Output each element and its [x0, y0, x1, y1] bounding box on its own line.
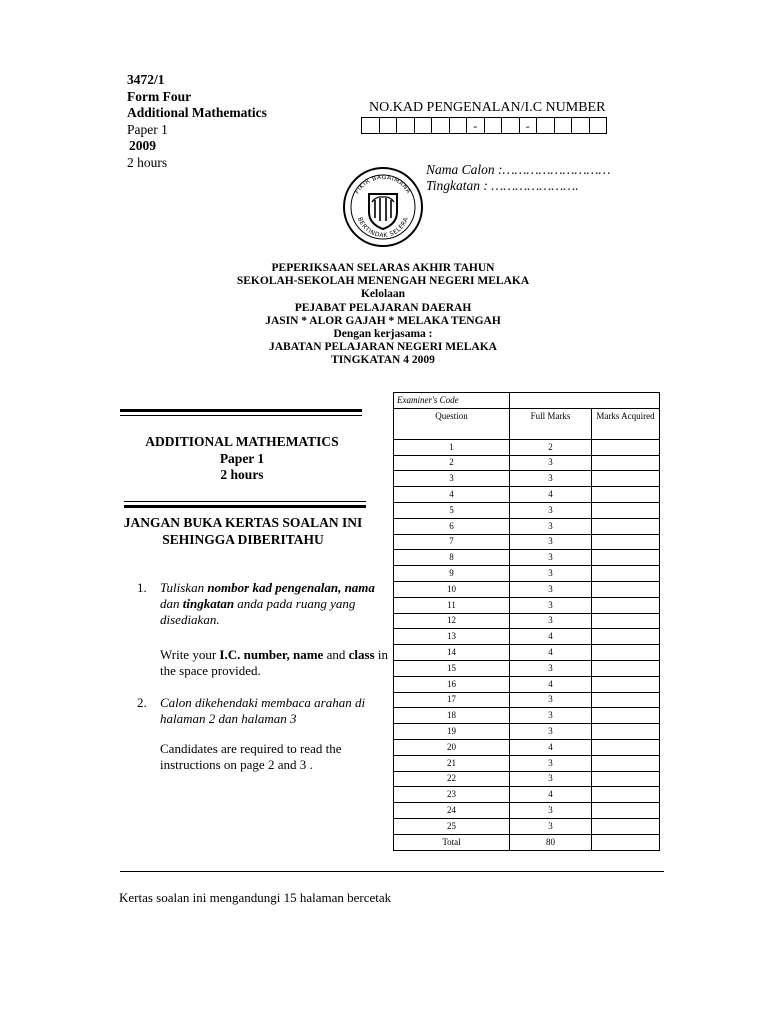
ic-digit-box[interactable] [414, 118, 432, 134]
table-row [394, 471, 660, 487]
table-row [394, 771, 660, 787]
full-marks: 3 [510, 692, 592, 708]
marks-acquired-cell[interactable] [592, 613, 660, 629]
table-row [394, 518, 660, 534]
question-number: 23 [394, 787, 510, 803]
question-number: 15 [394, 660, 510, 676]
examiner-code-label: Examiner's Code [394, 393, 510, 409]
table-row [394, 455, 660, 471]
full-marks: 3 [510, 518, 592, 534]
marks-acquired-cell[interactable] [592, 581, 660, 597]
ic-digit-box[interactable] [379, 118, 397, 134]
col-question-header: Question [394, 408, 510, 439]
divider [120, 415, 362, 416]
table-row [394, 613, 660, 629]
exam-title-line: PEJABAT PELAJARAN DAERAH [294, 301, 472, 314]
full-marks: 3 [510, 613, 592, 629]
question-number: 5 [394, 502, 510, 518]
instruction-english: Write your I.C. number, name and class in the space provided. [160, 647, 388, 678]
full-marks: 4 [510, 487, 592, 503]
full-marks: 3 [510, 471, 592, 487]
question-number: 18 [394, 708, 510, 724]
exam-title-line: PEPERIKSAAN SELARAS AKHIR TAHUN [271, 262, 495, 274]
marks-acquired-cell[interactable] [592, 566, 660, 582]
question-number: 9 [394, 566, 510, 582]
instruction-number: 1. [137, 580, 147, 595]
marks-acquired-cell[interactable] [592, 534, 660, 550]
question-number: 12 [394, 613, 510, 629]
crest-top-text: FIKIR BAGAIMANA [353, 173, 413, 196]
marks-acquired-cell[interactable] [592, 708, 660, 724]
table-row [394, 818, 660, 834]
svg-text:FIKIR BAGAIMANA [354, 174, 413, 196]
marks-acquired-cell[interactable] [592, 771, 660, 787]
question-number: 6 [394, 518, 510, 534]
ic-digit-box[interactable] [589, 118, 607, 134]
full-marks: 3 [510, 724, 592, 740]
marks-acquired-cell[interactable] [592, 439, 660, 455]
svg-text:BERTINDAK SELERA [356, 216, 410, 239]
school-crest-logo [342, 166, 424, 248]
exam-title-line: Kelolaan [360, 288, 406, 301]
ic-digit-box[interactable] [572, 118, 590, 134]
divider [124, 505, 366, 508]
ic-digit-box[interactable] [537, 118, 555, 134]
ic-digit-box[interactable] [362, 118, 380, 134]
question-number: 3 [394, 471, 510, 487]
subject-name: Additional Mathematics [127, 105, 267, 120]
table-row [394, 645, 660, 661]
subject-duration: 2 hours [220, 467, 264, 482]
question-number: 13 [394, 629, 510, 645]
instruction-number: 2. [137, 695, 147, 710]
full-marks: 3 [510, 534, 592, 550]
total-marks: 80 [510, 834, 592, 850]
marks-acquired-cell[interactable] [592, 724, 660, 740]
question-number: 2 [394, 455, 510, 471]
ic-digit-box[interactable]: - [519, 118, 537, 134]
ic-digit-box[interactable] [554, 118, 572, 134]
full-marks: 3 [510, 818, 592, 834]
paper-duration: 2 hours [127, 154, 168, 170]
divider [120, 409, 362, 412]
candidate-fields [426, 162, 611, 194]
table-row [394, 581, 660, 597]
divider [124, 501, 366, 502]
paper-number: Paper 1 [127, 121, 168, 137]
warning-line: SEHINGGA DIBERITAHU [162, 532, 324, 547]
marks-acquired-cell[interactable] [592, 455, 660, 471]
table-row [394, 534, 660, 550]
full-marks: 3 [510, 771, 592, 787]
full-marks: 3 [510, 803, 592, 819]
examiner-code-field[interactable] [510, 393, 660, 409]
full-marks: 4 [510, 739, 592, 755]
question-number: 22 [394, 771, 510, 787]
candidate-class-field[interactable]: Tingkatan : …………………. [426, 178, 579, 193]
marks-acquired-cell[interactable] [592, 739, 660, 755]
question-number: 8 [394, 550, 510, 566]
col-full-marks-header: Full Marks [510, 408, 592, 439]
table-row [394, 550, 660, 566]
table-row [394, 803, 660, 819]
full-marks: 3 [510, 455, 592, 471]
total-label: Total [394, 834, 510, 850]
question-number: 4 [394, 487, 510, 503]
marks-acquired-cell[interactable] [592, 471, 660, 487]
marks-acquired-cell[interactable] [592, 645, 660, 661]
ic-digit-box[interactable] [449, 118, 467, 134]
table-row [394, 660, 660, 676]
ic-digit-box[interactable] [432, 118, 450, 134]
marks-acquired-cell[interactable] [592, 487, 660, 503]
instruction-malay: Calon dikehendaki membaca arahan di halaman 2 dan halaman 3 [160, 695, 366, 726]
paper-code: 3472/1 [127, 72, 165, 87]
marks-acquired-cell[interactable] [592, 629, 660, 645]
full-marks: 3 [510, 550, 592, 566]
subject-title: ADDITIONAL MATHEMATICS [145, 434, 339, 449]
marks-acquired-cell[interactable] [592, 803, 660, 819]
paper-year: 2009 [129, 138, 156, 153]
question-number: 14 [394, 645, 510, 661]
full-marks: 3 [510, 581, 592, 597]
paper-header [127, 72, 267, 171]
marks-acquired-cell[interactable] [592, 518, 660, 534]
full-marks: 3 [510, 755, 592, 771]
table-row [394, 787, 660, 803]
table-row [394, 692, 660, 708]
table-row [394, 676, 660, 692]
exam-title-line: SEKOLAH-SEKOLAH MENENGAH NEGERI MELAKA [236, 275, 530, 288]
instruction-english: Candidates are required to read the instructions on page 2 and 3 . [160, 741, 342, 772]
full-marks: 4 [510, 787, 592, 803]
candidate-name-field[interactable]: Nama Calon :……………………… [426, 162, 611, 177]
ic-digit-box[interactable] [502, 118, 520, 134]
table-row [394, 755, 660, 771]
question-number: 7 [394, 534, 510, 550]
question-number: 25 [394, 818, 510, 834]
full-marks: 4 [510, 629, 592, 645]
form-level: Form Four [127, 88, 192, 104]
warning-line: JANGAN BUKA KERTAS SOALAN INI [123, 515, 363, 530]
instruction-malay: Tuliskan nombor kad pengenalan, nama dan tingkatan anda pada ruang yang disediakan. [160, 580, 375, 627]
full-marks: 3 [510, 502, 592, 518]
examiner-marks-table [393, 392, 660, 851]
total-row [394, 834, 660, 850]
full-marks: 4 [510, 645, 592, 661]
ic-digit-box[interactable] [397, 118, 415, 134]
table-row [394, 439, 660, 455]
table-row [394, 724, 660, 740]
marks-acquired-cell[interactable] [592, 597, 660, 613]
total-acquired-cell[interactable] [592, 834, 660, 850]
exam-title-line: JABATAN PELAJARAN NEGERI MELAKA [269, 341, 497, 354]
warning-notice [119, 514, 367, 548]
footer-divider [120, 871, 664, 872]
col-marks-acquired-header: Marks Acquired [592, 408, 660, 439]
subject-paper: Paper 1 [219, 450, 265, 466]
table-row [394, 566, 660, 582]
exam-title-line: JASIN * ALOR GAJAH * MELAKA TENGAH [265, 314, 501, 327]
ic-digit-box[interactable]: - [467, 118, 485, 134]
marks-acquired-cell[interactable] [592, 818, 660, 834]
question-number: 19 [394, 724, 510, 740]
question-number: 21 [394, 755, 510, 771]
ic-number-label: NO.KAD PENGENALAN/I.C NUMBER [369, 100, 606, 115]
question-number: 17 [394, 692, 510, 708]
question-number: 10 [394, 581, 510, 597]
table-row [394, 708, 660, 724]
marks-acquired-cell[interactable] [592, 787, 660, 803]
table-row [394, 739, 660, 755]
table-row [394, 597, 660, 613]
ic-number-boxes[interactable] [361, 117, 607, 134]
full-marks: 2 [510, 439, 592, 455]
table-row [394, 487, 660, 503]
full-marks: 3 [510, 597, 592, 613]
table-row [394, 629, 660, 645]
marks-acquired-cell[interactable] [592, 692, 660, 708]
question-number: 20 [394, 739, 510, 755]
full-marks: 3 [510, 708, 592, 724]
question-number: 11 [394, 597, 510, 613]
question-number: 24 [394, 803, 510, 819]
marks-acquired-cell[interactable] [592, 660, 660, 676]
table-row [394, 502, 660, 518]
exam-title-block [184, 262, 582, 368]
ic-digit-box[interactable] [484, 118, 502, 134]
exam-title-line: TINGKATAN 4 2009 [331, 354, 435, 367]
subject-block [120, 434, 364, 484]
marks-acquired-cell[interactable] [592, 676, 660, 692]
full-marks: 4 [510, 676, 592, 692]
question-number: 16 [394, 676, 510, 692]
full-marks: 3 [510, 660, 592, 676]
marks-acquired-cell[interactable] [592, 755, 660, 771]
exam-title-line: Dengan kerjasama : [333, 328, 433, 341]
crest-bottom-text: BERTINDAK SELERA [356, 216, 410, 240]
full-marks: 3 [510, 566, 592, 582]
marks-acquired-cell[interactable] [592, 550, 660, 566]
question-number: 1 [394, 439, 510, 455]
marks-acquired-cell[interactable] [592, 502, 660, 518]
page-count-note: Kertas soalan ini mengandungi 15 halaman bercetak [119, 890, 392, 905]
